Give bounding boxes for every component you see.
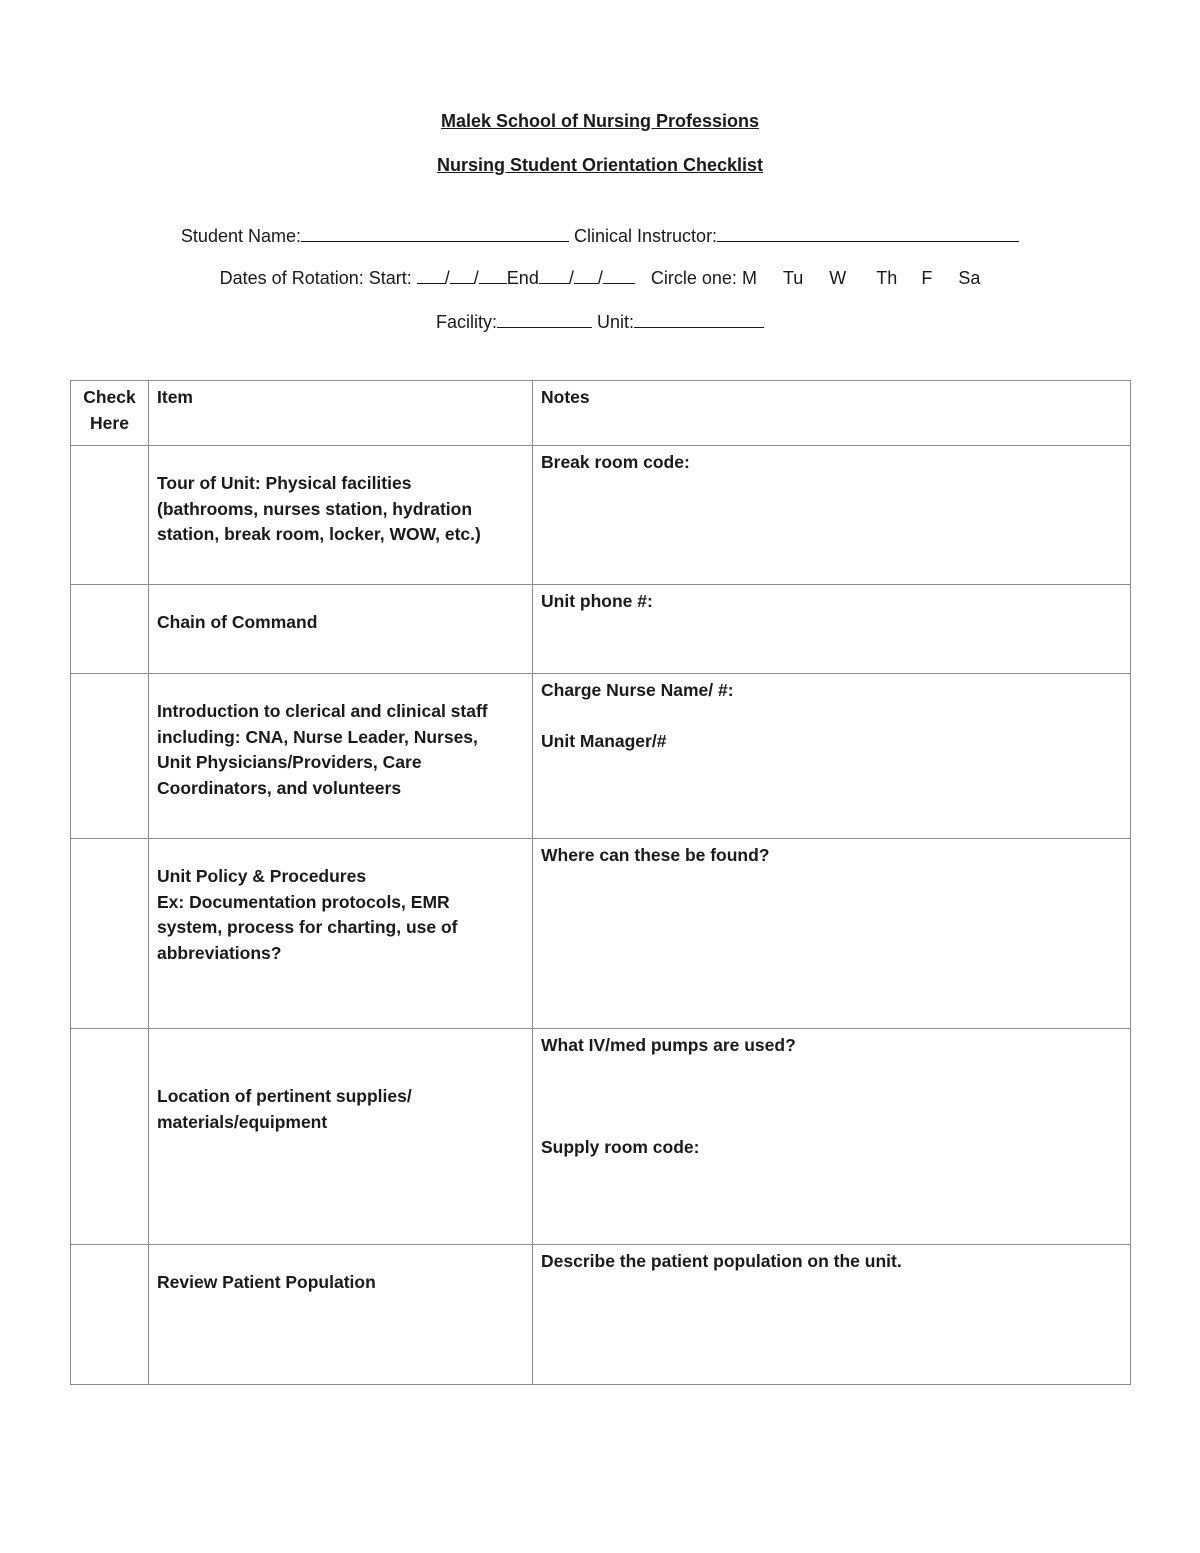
facility-label: Facility: — [435, 312, 497, 332]
table-row — [71, 446, 1131, 585]
check-cell[interactable] — [71, 839, 149, 1029]
item-line: Review Patient Population — [157, 1272, 376, 1292]
notes-line: Where can these be found? — [541, 845, 770, 865]
day-option[interactable]: Sa — [958, 268, 981, 288]
check-cell[interactable] — [71, 1245, 149, 1385]
end-month-field[interactable] — [539, 266, 569, 284]
item-line: Unit Policy & Procedures — [157, 866, 367, 886]
notes-header: Notes — [533, 381, 1131, 446]
end-day-field[interactable] — [574, 266, 598, 284]
item-cell — [149, 839, 533, 1029]
item-line: Introduction to clerical and clinical staff — [157, 701, 488, 721]
notes-cell[interactable] — [533, 585, 1131, 674]
name-instructor-line — [0, 224, 1200, 247]
circle-one-label: Circle one: — [650, 268, 737, 288]
item-cell — [149, 674, 533, 839]
form-title: Nursing Student Orientation Checklist — [436, 155, 764, 175]
end-label: End — [506, 268, 539, 288]
item-cell — [149, 1245, 533, 1385]
item-header: Item — [149, 381, 533, 446]
instructor-field[interactable] — [717, 224, 1019, 242]
table-header-row — [71, 381, 1131, 446]
item-line: Location of pertinent supplies/ — [157, 1086, 412, 1106]
dates-line: Dates of Rotation: Start: / / End / / Circle one: M Tu W Th F Sa — [219, 268, 981, 288]
table-row — [71, 839, 1131, 1029]
item-line: Tour of Unit: Physical facilities — [157, 473, 412, 493]
notes-cell[interactable] — [533, 1245, 1131, 1385]
notes-line: Break room code: — [541, 452, 690, 472]
check-cell[interactable] — [71, 674, 149, 839]
item-line: Ex: Documentation protocols, EMR — [157, 891, 450, 912]
notes-line: What IV/med pumps are used? — [541, 1035, 796, 1055]
check-cell[interactable] — [71, 1029, 149, 1245]
facility-field[interactable] — [497, 310, 592, 328]
item-line: (bathrooms, nurses station, hydration — [157, 498, 473, 519]
item-line: Unit Physicians/Providers, Care — [157, 752, 422, 772]
day-option[interactable]: Th — [876, 268, 898, 288]
start-day-field[interactable] — [450, 266, 474, 284]
unit-field[interactable] — [634, 310, 764, 328]
school-name: Malek School of Nursing Professions — [440, 111, 760, 131]
notes-line: Unit phone #: — [541, 591, 653, 611]
item-line: Coordinators, and volunteers — [157, 777, 402, 798]
item-line: system, process for charting, use of — [157, 917, 458, 937]
start-month-field[interactable] — [417, 266, 445, 284]
day-option[interactable]: F — [921, 268, 933, 288]
item-line: Chain of Command — [157, 612, 318, 632]
end-year-field[interactable] — [603, 266, 635, 284]
item-line: materials/equipment — [157, 1111, 328, 1132]
unit-label: Unit: — [597, 312, 635, 332]
item-cell — [149, 1029, 533, 1245]
check-cell[interactable] — [71, 585, 149, 674]
item-cell — [149, 446, 533, 585]
item-line: abbreviations? — [157, 942, 282, 963]
table-row — [71, 1029, 1131, 1245]
table-row — [71, 1245, 1131, 1385]
notes-line: Supply room code: — [541, 1136, 700, 1157]
check-cell[interactable] — [71, 446, 149, 585]
instructor-label: Clinical Instructor: — [574, 226, 718, 246]
day-option[interactable]: W — [829, 268, 847, 288]
check-here-header: Check Here — [71, 381, 149, 446]
start-year-field[interactable] — [479, 266, 507, 284]
day-option[interactable]: Tu — [782, 268, 804, 288]
table-row — [71, 585, 1131, 674]
notes-line: Describe the patient population on the unit. — [541, 1251, 902, 1271]
notes-cell[interactable] — [533, 446, 1131, 585]
notes-line: Charge Nurse Name/ #: — [541, 680, 734, 700]
facility-line — [0, 310, 1200, 333]
orientation-checklist-table — [70, 380, 1131, 1385]
day-option[interactable]: M — [741, 268, 757, 288]
notes-cell[interactable] — [533, 1029, 1131, 1245]
item-cell — [149, 585, 533, 674]
table-row — [71, 674, 1131, 839]
notes-cell[interactable] — [533, 674, 1131, 839]
student-name-label: Student Name: — [180, 226, 301, 246]
item-line: including: CNA, Nurse Leader, Nurses, — [157, 726, 478, 747]
item-line: station, break room, locker, WOW, etc.) — [157, 524, 481, 544]
dates-label: Dates of Rotation: Start: — [219, 268, 412, 288]
notes-line: Unit Manager/# — [541, 730, 667, 751]
notes-cell[interactable] — [533, 839, 1131, 1029]
student-name-field[interactable] — [301, 224, 569, 242]
